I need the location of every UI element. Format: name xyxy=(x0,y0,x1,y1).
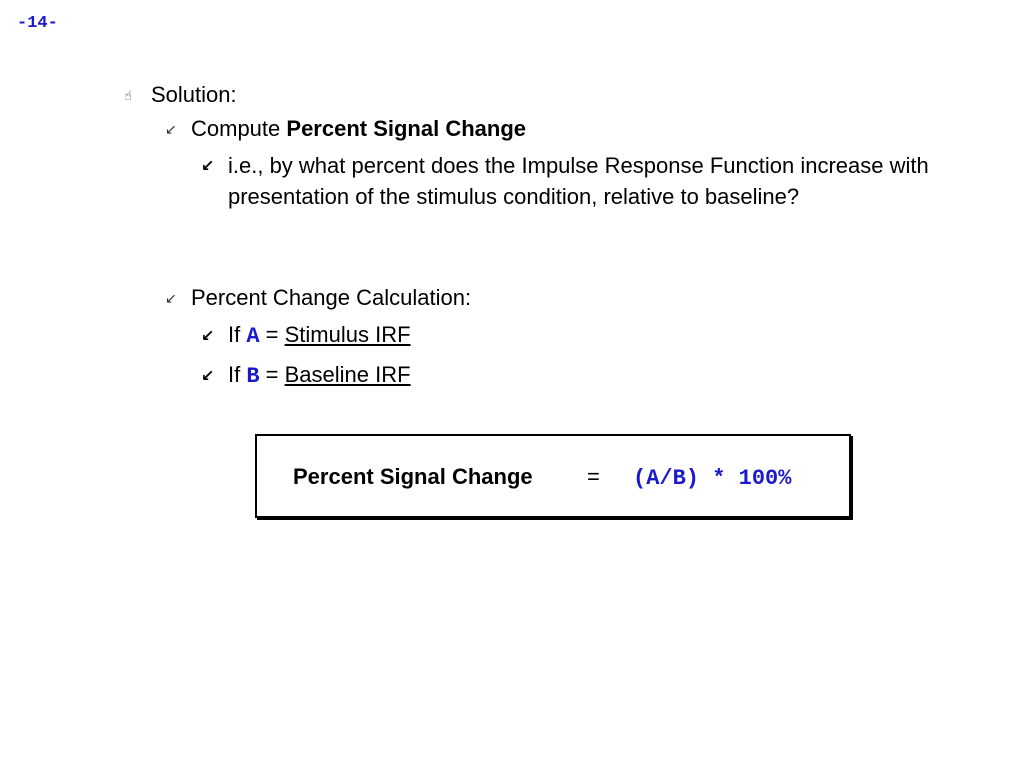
variable-a: A xyxy=(246,324,260,349)
if-b-eq: = xyxy=(259,362,285,387)
formula-expression: (A/B) * 100% xyxy=(633,466,792,491)
if-b-item xyxy=(228,360,411,392)
solution-text: Solution: xyxy=(151,82,237,107)
formula-box xyxy=(255,434,851,518)
if-a-item xyxy=(228,320,411,352)
ie-paragraph: i.e., by what percent does the Impulse Response Function increase with presentation of the stimulus condition, relative to baseline? xyxy=(228,153,929,209)
calc-heading: Percent Change Calculation: xyxy=(191,285,472,310)
arrow-down-left-icon: ↙ xyxy=(165,122,177,138)
compute-prefix: Compute xyxy=(191,116,287,141)
formula-label: Percent Signal Change xyxy=(293,464,533,489)
page-number: -14- xyxy=(17,14,58,33)
if-b-prefix: If xyxy=(228,362,247,387)
solution-heading xyxy=(151,80,237,110)
arrow-down-left-icon: ↙ xyxy=(165,291,177,307)
baseline-irf: Baseline IRF xyxy=(284,362,411,387)
variable-b: B xyxy=(246,364,260,389)
formula-equals: = xyxy=(587,464,600,489)
hand-pointer-icon: ☝ xyxy=(124,89,132,104)
arrow-down-left-bold-icon: ↙ xyxy=(201,156,215,175)
arrow-down-left-bold-icon: ↙ xyxy=(201,326,215,345)
compute-bold-term: Percent Signal Change xyxy=(286,116,527,141)
if-a-eq: = xyxy=(259,322,285,347)
stimulus-irf: Stimulus IRF xyxy=(284,322,411,347)
if-a-prefix: If xyxy=(228,322,247,347)
arrow-down-left-bold-icon: ↙ xyxy=(201,366,215,385)
compute-item xyxy=(191,114,526,144)
